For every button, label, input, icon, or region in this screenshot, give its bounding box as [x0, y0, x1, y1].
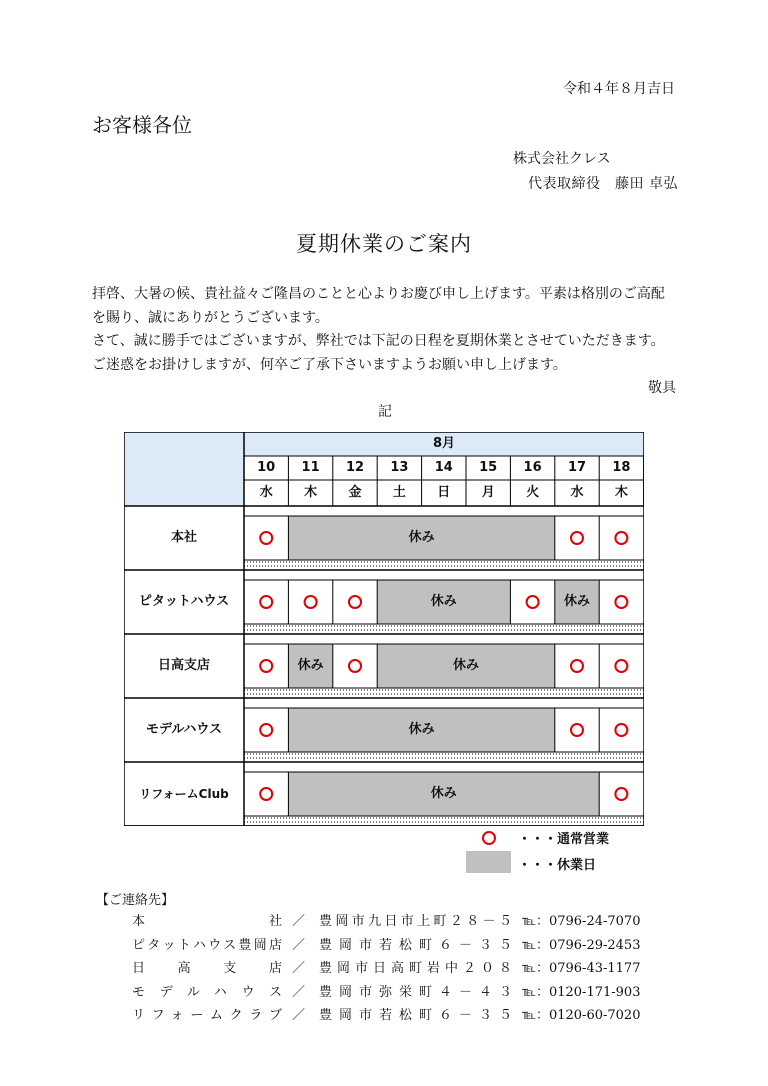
closed-label: 休み — [408, 722, 435, 737]
closed-label: 休み — [452, 658, 479, 673]
weekday-label: 土 — [392, 485, 406, 500]
contact-phone: ℡：0120-60-7020 — [522, 1008, 641, 1023]
weekday-label: 金 — [348, 485, 362, 500]
location-name: リフォームClub — [139, 787, 229, 801]
open-cell — [555, 708, 599, 752]
location-name: モデルハウス — [145, 722, 223, 737]
open-cell — [599, 708, 643, 752]
ki-mark: 記 — [378, 404, 392, 420]
weekday-label: 木 — [614, 485, 628, 500]
holiday-schedule-table — [124, 432, 644, 826]
contact-row — [132, 1004, 692, 1028]
open-circle-icon — [482, 831, 496, 845]
closed-label: 休み — [430, 594, 457, 609]
location-name: ピタットハウス — [138, 594, 230, 609]
contacts-list — [132, 910, 692, 1028]
header-corner-cell — [124, 432, 244, 506]
contact-address: 豊岡市九日市上町２８－５ — [319, 914, 512, 929]
contact-phone: ℡：0796-43-1177 — [522, 961, 641, 976]
contact-phone: ℡：0120-171-903 — [522, 984, 641, 1000]
day-number: 14 — [434, 460, 453, 475]
letter-body — [92, 283, 678, 377]
paragraph: さて、誠に勝手ではございますが、弊社では下記の日程を夏期休業とさせていただきます。 — [92, 333, 665, 349]
letter-date: 令和４年８月吉日 — [563, 81, 675, 97]
contacts-heading: 【ご連絡先】 — [96, 893, 175, 908]
legend-closed-swatch — [466, 851, 511, 873]
contact-address: 豊岡市日高町岩中２０８ — [319, 961, 512, 976]
open-cell — [599, 644, 643, 688]
open-cell — [599, 580, 643, 624]
contact-address: 豊岡市若松町６－３５ — [319, 1008, 512, 1023]
open-cell — [555, 516, 599, 560]
closing: 敬具 — [648, 380, 676, 396]
open-cell — [555, 644, 599, 688]
open-cell — [288, 580, 332, 624]
paragraph: 拝啓、大暑の候、貴社益々ご隆昌のことと心よりお慶び申し上げます。平素は格別のご高配を賜り、誠にありがとうございます。 — [92, 286, 665, 326]
weekday-label: 火 — [526, 485, 540, 500]
separator: ／ — [292, 1008, 306, 1023]
weekday-label: 水 — [570, 485, 584, 500]
contact-row — [132, 957, 692, 981]
closed-label: 休み — [430, 786, 457, 801]
closed-label: 休み — [563, 594, 590, 609]
legend-open-label: ・・・通常営業 — [518, 832, 610, 847]
contact-address: 豊岡市若松町６－３５ — [319, 937, 512, 953]
legend-closed-label: ・・・休業日 — [518, 858, 597, 873]
open-cell — [244, 516, 288, 560]
open-cell — [244, 580, 288, 624]
location-name: 日高支店 — [157, 658, 210, 673]
contact-name: 日高支店 — [132, 961, 282, 976]
day-number: 15 — [479, 460, 498, 475]
contact-phone: ℡：0796-24-7070 — [522, 914, 641, 929]
open-cell — [333, 580, 377, 624]
representative: 代表取締役 藤田 卓弘 — [528, 176, 678, 192]
contact-name: 本社 — [132, 914, 282, 929]
open-cell — [510, 580, 554, 624]
separator: ／ — [292, 914, 306, 929]
open-cell — [244, 772, 288, 816]
paragraph: ご迷惑をお掛けしますが、何卒ご了承下さいますようお願い申し上げます。 — [92, 356, 567, 373]
day-number: 12 — [345, 460, 365, 475]
weekday-label: 月 — [481, 485, 495, 500]
separator: ／ — [292, 984, 306, 1000]
addressee: お客様各位 — [92, 113, 192, 137]
separator: ／ — [292, 961, 306, 976]
day-number: 13 — [390, 460, 409, 475]
legend — [466, 826, 646, 876]
month-label: 8月 — [432, 436, 456, 451]
day-number: 18 — [612, 460, 631, 475]
day-number: 11 — [301, 460, 320, 475]
contact-address: 豊岡市弥栄町４－４３ — [319, 984, 512, 1000]
contact-name: ピタットハウス豊岡店 — [132, 937, 282, 953]
open-cell — [599, 516, 643, 560]
contact-name: リフォームクラブ — [132, 1008, 282, 1023]
company-name: 株式会社クレス — [513, 151, 611, 167]
open-cell — [244, 708, 288, 752]
day-number: 17 — [567, 460, 587, 475]
day-number: 10 — [257, 460, 276, 475]
contact-name: モデルハウス — [132, 984, 282, 1000]
open-cell — [599, 772, 643, 816]
document-title: 夏期休業のご案内 — [296, 232, 472, 256]
separator: ／ — [292, 937, 306, 953]
contact-row — [132, 981, 692, 1005]
contact-row — [132, 910, 692, 934]
open-cell — [333, 644, 377, 688]
weekday-label: 木 — [304, 485, 318, 500]
closed-label: 休み — [297, 658, 324, 673]
contact-row — [132, 934, 692, 958]
weekday-label: 日 — [437, 485, 451, 500]
day-number: 16 — [523, 460, 542, 475]
closed-label: 休み — [408, 530, 435, 545]
weekday-label: 水 — [259, 485, 273, 500]
location-name: 本社 — [170, 530, 197, 545]
contact-phone: ℡：0796-29-2453 — [522, 937, 641, 953]
open-cell — [244, 644, 288, 688]
